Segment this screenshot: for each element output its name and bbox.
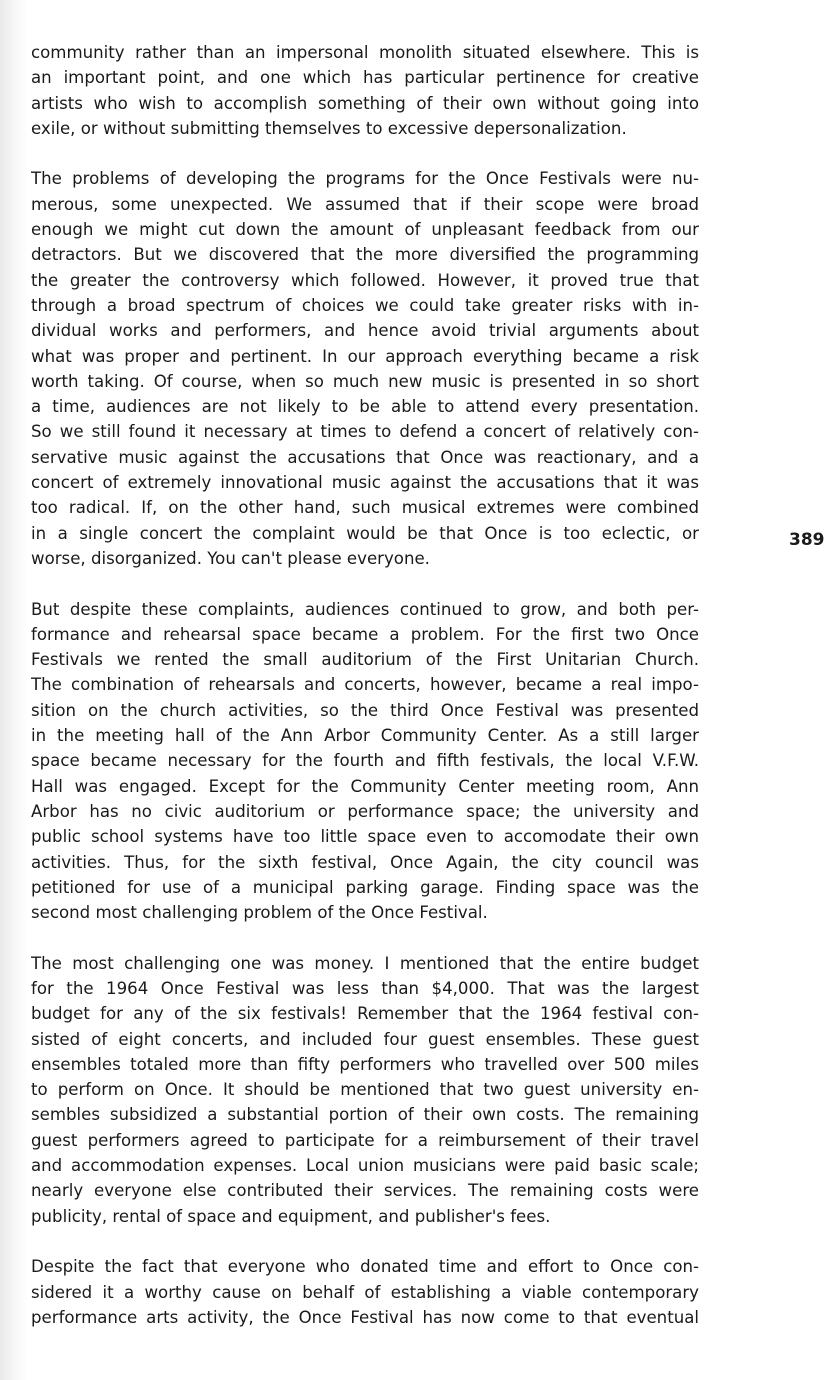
text-line: what was proper and pertinent. In our approach everything became a risk xyxy=(31,346,699,366)
text-line: second most challenging problem of the Once Festival. xyxy=(31,903,488,923)
paragraph-gap xyxy=(31,1229,699,1254)
text-line: petitioned for use of a municipal parking garage. Finding space was the xyxy=(31,877,699,897)
paragraph-gap xyxy=(31,571,699,596)
text-line: the greater the controversy which followed. However, it proved true that xyxy=(31,270,699,290)
text-line: concert of extremely innovational music against the accusations that it was xyxy=(31,473,699,493)
text-line: servative music against the accusations that Once was reactionary, and a xyxy=(31,447,699,467)
text-line: for the 1964 Once Festival was less than $4,000. That was the largest xyxy=(31,978,699,998)
text-line: The combination of rehearsals and concerts, however, became a real impo- xyxy=(31,675,699,695)
text-line: detractors. But we discovered that the more diversified the programming xyxy=(31,245,699,265)
text-line: dividual works and performers, and hence avoid trivial arguments about xyxy=(31,321,699,341)
page-number: 389 xyxy=(789,530,825,550)
text-line: budget for any of the six festivals! Remember that the 1964 festival con- xyxy=(31,1004,699,1024)
text-line: But despite these complaints, audiences continued to grow, and both per- xyxy=(31,599,699,619)
text-line: a time, audiences are not likely to be able to attend every presentation. xyxy=(31,397,699,417)
text-line: through a broad spectrum of choices we could take greater risks with in- xyxy=(31,295,699,315)
text-line: public school systems have too little space even to accomodate their own xyxy=(31,827,699,847)
text-line: enough we might cut down the amount of unpleasant feedback from our xyxy=(31,220,699,240)
text-line: ensembles totaled more than fifty performers who travelled over 500 miles xyxy=(31,1054,699,1074)
text-line: sition on the church activities, so the third Once Festival was presented xyxy=(31,700,699,720)
text-line: nearly everyone else contributed their services. The remaining costs were xyxy=(31,1181,699,1201)
text-line: space became necessary for the fourth and fifth festivals, the local V.F.W. xyxy=(31,751,699,771)
text-line: So we still found it necessary at times to defend a concert of relatively con- xyxy=(31,422,699,442)
paragraph-gap xyxy=(31,141,699,166)
text-line: artists who wish to accomplish something of their own without going into xyxy=(31,93,699,113)
text-line: sidered it a worthy cause on behalf of establishing a viable contemporary xyxy=(31,1282,699,1302)
text-line: The most challenging one was money. I mentioned that the entire budget xyxy=(31,953,699,973)
paragraph-1 xyxy=(31,40,699,141)
text-line: in a single concert the complaint would be that Once is too eclectic, or xyxy=(31,523,699,543)
text-line: in the meeting hall of the Ann Arbor Community Center. As a still larger xyxy=(31,726,699,746)
text-line: exile, or without submitting themselves to excessive depersonalization. xyxy=(31,118,627,138)
text-line: Despite the fact that everyone who donated time and effort to Once con- xyxy=(31,1257,699,1277)
text-line: community rather than an impersonal monolith situated elsewhere. This is xyxy=(31,43,699,62)
paragraph-5 xyxy=(31,1254,699,1330)
text-line: sisted of eight concerts, and included four guest ensembles. These guest xyxy=(31,1029,699,1049)
paragraph-4 xyxy=(31,951,699,1229)
text-line: an important point, and one which has particular pertinence for creative xyxy=(31,68,699,88)
text-line: worse, disorganized. You can't please everyone. xyxy=(31,548,430,568)
text-line: performance arts activity, the Once Festival has now come to that eventual xyxy=(31,1307,699,1327)
text-line: Arbor has no civic auditorium or performance space; the university and xyxy=(31,801,699,821)
text-line: and accommodation expenses. Local union musicians were paid basic scale; xyxy=(31,1156,699,1176)
text-line: sembles subsidized a substantial portion of their own costs. The remaining xyxy=(31,1105,699,1125)
body-text xyxy=(31,40,699,1330)
text-line: The problems of developing the programs for the Once Festivals were nu- xyxy=(31,169,699,189)
paragraph-3 xyxy=(31,597,699,926)
text-line: worth taking. Of course, when so much new music is presented in so short xyxy=(31,371,699,391)
text-line: merous, some unexpected. We assumed that if their scope were broad xyxy=(31,194,699,214)
text-line: too radical. If, on the other hand, such musical extremes were combined xyxy=(31,498,699,518)
text-line: Festivals we rented the small auditorium of the First Unitarian Church. xyxy=(31,650,699,670)
text-line: activities. Thus, for the sixth festival, Once Again, the city council was xyxy=(31,852,699,872)
text-line: to perform on Once. It should be mentioned that two guest university en- xyxy=(31,1080,699,1100)
paragraph-gap xyxy=(31,925,699,950)
text-line: formance and rehearsal space became a problem. For the first two Once xyxy=(31,624,699,644)
text-line: publicity, rental of space and equipment, and publisher's fees. xyxy=(31,1206,551,1226)
paragraph-2 xyxy=(31,166,699,571)
text-line: guest performers agreed to participate for a reimbursement of their travel xyxy=(31,1130,699,1150)
text-line: Hall was engaged. Except for the Community Center meeting room, Ann xyxy=(31,776,699,796)
